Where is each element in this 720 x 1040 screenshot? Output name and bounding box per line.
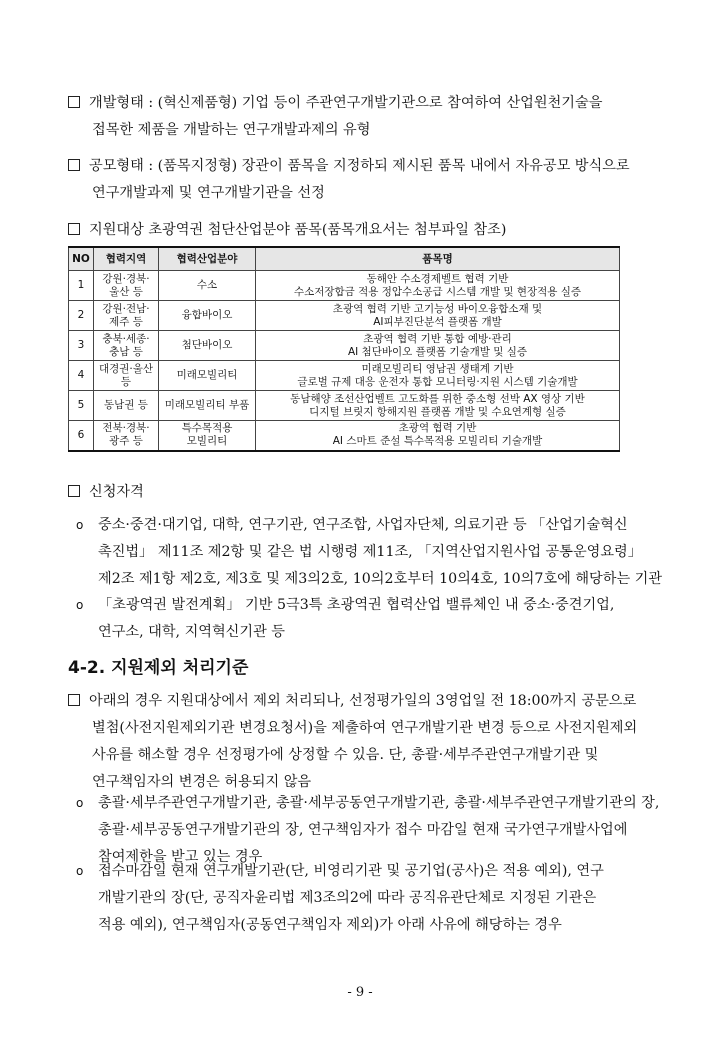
cell-item-line: 초광역 협력 기반 통합 예방·관리: [363, 332, 512, 345]
cell-region-line: 등: [120, 375, 132, 388]
cell-region: [94, 301, 159, 331]
cell-item-line: 초광역 협력 기반: [398, 422, 477, 435]
cell-no: [69, 391, 94, 421]
excl-intro-line2: 별첨(사전지원제외기관 변경요청서)을 제출하여 연구개발기관 변경 등으로 사전지원제외: [92, 720, 638, 736]
cell-no: [69, 331, 94, 361]
call-type-line2: 연구개발과제 및 연구개발기관을 선정: [92, 185, 325, 201]
table-body: [69, 271, 620, 451]
cell-no-line: 4: [77, 369, 85, 381]
cell-industry: [159, 331, 256, 361]
table-caption-text: 지원대상 초광역권 첨단산업분야 품목(품목개요서는 첨부파일 참조): [89, 222, 507, 238]
square-bullet-icon: [68, 96, 80, 108]
square-bullet-icon: [68, 223, 80, 235]
eligibility-bullet-1: [76, 512, 676, 593]
cell-item: [256, 391, 620, 421]
elig-b2-line2: 연구소, 대학, 지역혁신기관 등: [98, 624, 286, 640]
cell-region-line: 제주 등: [109, 315, 143, 328]
cell-region-line: 동남권 등: [104, 399, 148, 411]
excl-b1-line1: 총괄·세부주관연구개발기관, 총괄·세부공동연구개발기관, 총괄·세부주관연구개발기관의 장,: [98, 795, 660, 811]
cell-item-line: AI 스마트 준설 특수목적용 모빌리티 기술개발: [332, 435, 543, 448]
table-row: [69, 331, 620, 361]
cell-industry-line: 미래모빌리티: [176, 369, 238, 381]
excl-b2-line1: 접수마감일 현재 연구개발기관(단, 비영리기관 및 공기업(공사)은 적용 예외), 연구: [98, 863, 604, 879]
header-no: NO: [69, 247, 94, 271]
cell-item-line: 수소저장합금 적용 정압수소공급 시스템 개발 및 현장적용 실증: [293, 285, 582, 298]
table-row: [69, 301, 620, 331]
eligibility-title: [68, 479, 668, 506]
cell-region: [94, 271, 159, 301]
cell-industry: [159, 421, 256, 451]
cell-item-line: AI 첨단바이오 플랫폼 기술개발 및 실증: [347, 345, 528, 358]
elig-b1-line2: 촉진법」 제11조 제2항 및 같은 법 시행령 제11조, 「지역산업지원사업 공통운영요령」: [98, 544, 642, 560]
cell-region-line: 강원·경북·: [102, 272, 150, 285]
elig-b1-line3: 제2조 제1항 제2호, 제3호 및 제3의2호, 10의2호부터 10의4호, 10의7호에 해당하는 기관: [98, 571, 663, 587]
cell-industry-line: 특수목적용: [181, 422, 233, 435]
dev-type-line1: 개발형태 : (혁신제품형) 기업 등이 주관연구개발기관으로 참여하여 산업원천기술을: [89, 95, 603, 111]
circle-bullet-icon: o: [76, 598, 84, 612]
square-bullet-icon: [68, 485, 80, 497]
table-header-row: [69, 247, 620, 271]
call-type-line1: 공모형태 : (품목지정형) 장관이 품목을 지정하되 제시된 품목 내에서 자유공모 방식으로: [89, 158, 630, 174]
excl-intro-line4: 연구책임자의 변경은 허용되지 않음: [92, 774, 312, 790]
cell-item-line: 디지털 브릿지 항해지원 플랫폼 개발 및 수요연계형 실증: [309, 405, 566, 418]
cell-no: [69, 361, 94, 391]
cell-item-line: 미래모빌리티 영남권 생태계 기반: [361, 362, 514, 375]
exclusion-intro: [68, 688, 668, 796]
header-item: 품목명: [256, 247, 620, 271]
cell-no-line: 1: [77, 279, 85, 291]
cell-industry-line: 수소: [196, 279, 218, 291]
cell-item: [256, 421, 620, 451]
circle-bullet-icon: o: [76, 796, 84, 810]
cell-region-line: 강원·전남·: [102, 302, 150, 315]
table-row: [69, 271, 620, 301]
cell-item-line: AI피부진단분석 플랫폼 개발: [373, 315, 502, 328]
cell-region-line: 충북·세종·: [102, 332, 150, 345]
table-row: [69, 361, 620, 391]
excl-b2-line2: 개발기관의 장(단, 공직자윤리법 제3조의2에 따라 공직유관단체로 지정된 기관은: [98, 890, 597, 906]
header-region: 협력지역: [94, 247, 159, 271]
cell-industry-line: 모빌리티: [186, 435, 228, 448]
cell-region-line: 광주 등: [109, 435, 143, 448]
square-bullet-icon: [68, 694, 80, 706]
table-caption: [68, 217, 668, 244]
cell-industry-line: 융합바이오: [181, 309, 233, 321]
cell-region-line: 전북·경북·: [102, 422, 150, 435]
cell-no: [69, 271, 94, 301]
circle-bullet-icon: o: [76, 864, 84, 878]
eligibility-title-text: 신청자격: [89, 484, 144, 500]
cell-item: [256, 301, 620, 331]
table-row: [69, 391, 620, 421]
cell-item-line: 동남해양 조선산업벨트 고도화를 위한 중소형 선박 AX 영상 기반: [290, 392, 585, 405]
cell-region: [94, 391, 159, 421]
para-call-type: [68, 153, 668, 207]
excl-b1-line3: 참여제한을 받고 있는 경우: [98, 849, 263, 865]
exclusion-bullet-2: [76, 858, 676, 939]
header-industry: 협력산업분야: [159, 247, 256, 271]
cell-no-line: 2: [77, 309, 85, 321]
section-heading: 4-2. 지원제외 처리기준: [68, 658, 249, 678]
cell-item-line: 글로벌 규제 대응 운전자 통합 모니터링·지원 시스템 기술개발: [297, 375, 578, 388]
cell-item-line: 동해안 수소경제벨트 협력 기반: [366, 272, 509, 285]
cell-item: [256, 331, 620, 361]
elig-b1-line1: 중소·중견·대기업, 대학, 연구기관, 연구조합, 사업자단체, 의료기관 등 「산업기술혁신: [98, 517, 628, 533]
cell-no-line: 6: [77, 428, 85, 441]
items-table: [68, 246, 620, 452]
page-number: - 9 -: [347, 985, 373, 1000]
cell-industry-line: 미래모빌리티 부품: [164, 399, 250, 411]
eligibility-bullet-2: [76, 592, 676, 646]
cell-industry: [159, 301, 256, 331]
cell-region-line: 대경권·울산: [98, 362, 154, 375]
excl-intro-line3: 사유를 해소할 경우 선정평가에 상정할 수 있음. 단, 총괄·세부주관연구개발기관 및: [92, 747, 599, 763]
cell-region: [94, 361, 159, 391]
cell-no-line: 3: [77, 339, 85, 351]
cell-item: [256, 361, 620, 391]
cell-region: [94, 421, 159, 451]
cell-no: [69, 301, 94, 331]
excl-intro-line1: 아래의 경우 지원대상에서 제외 처리되나, 선정평가일의 3영업일 전 18:00까지 공문으로: [89, 693, 637, 709]
square-bullet-icon: [68, 159, 80, 171]
para-development-type: [68, 90, 668, 144]
cell-industry: [159, 391, 256, 421]
excl-b1-line2: 총괄·세부공동연구개발기관의 장, 연구책임자가 접수 마감일 현재 국가연구개발사업에: [98, 822, 628, 838]
cell-industry-line: 첨단바이오: [181, 339, 233, 351]
elig-b2-line1: 「초광역권 발전계획」 기반 5극3특 초광역권 협력산업 밸류체인 내 중소·중견기업,: [98, 597, 615, 613]
circle-bullet-icon: o: [76, 518, 84, 532]
cell-no-line: 5: [77, 399, 85, 411]
cell-region: [94, 331, 159, 361]
cell-item-line: 초광역 협력 기반 고기능성 바이오융합소재 및: [332, 302, 543, 315]
excl-b2-line3: 적용 예외), 연구책임자(공동연구책임자 제외)가 아래 사유에 해당하는 경우: [98, 917, 562, 933]
table-row: [69, 421, 620, 451]
dev-type-line2: 접목한 제품을 개발하는 연구개발과제의 유형: [92, 122, 371, 138]
cell-industry: [159, 361, 256, 391]
cell-region-line: 충남 등: [109, 345, 143, 358]
cell-region-line: 울산 등: [109, 285, 143, 298]
cell-no: [69, 421, 94, 451]
cell-industry: [159, 271, 256, 301]
cell-item: [256, 271, 620, 301]
